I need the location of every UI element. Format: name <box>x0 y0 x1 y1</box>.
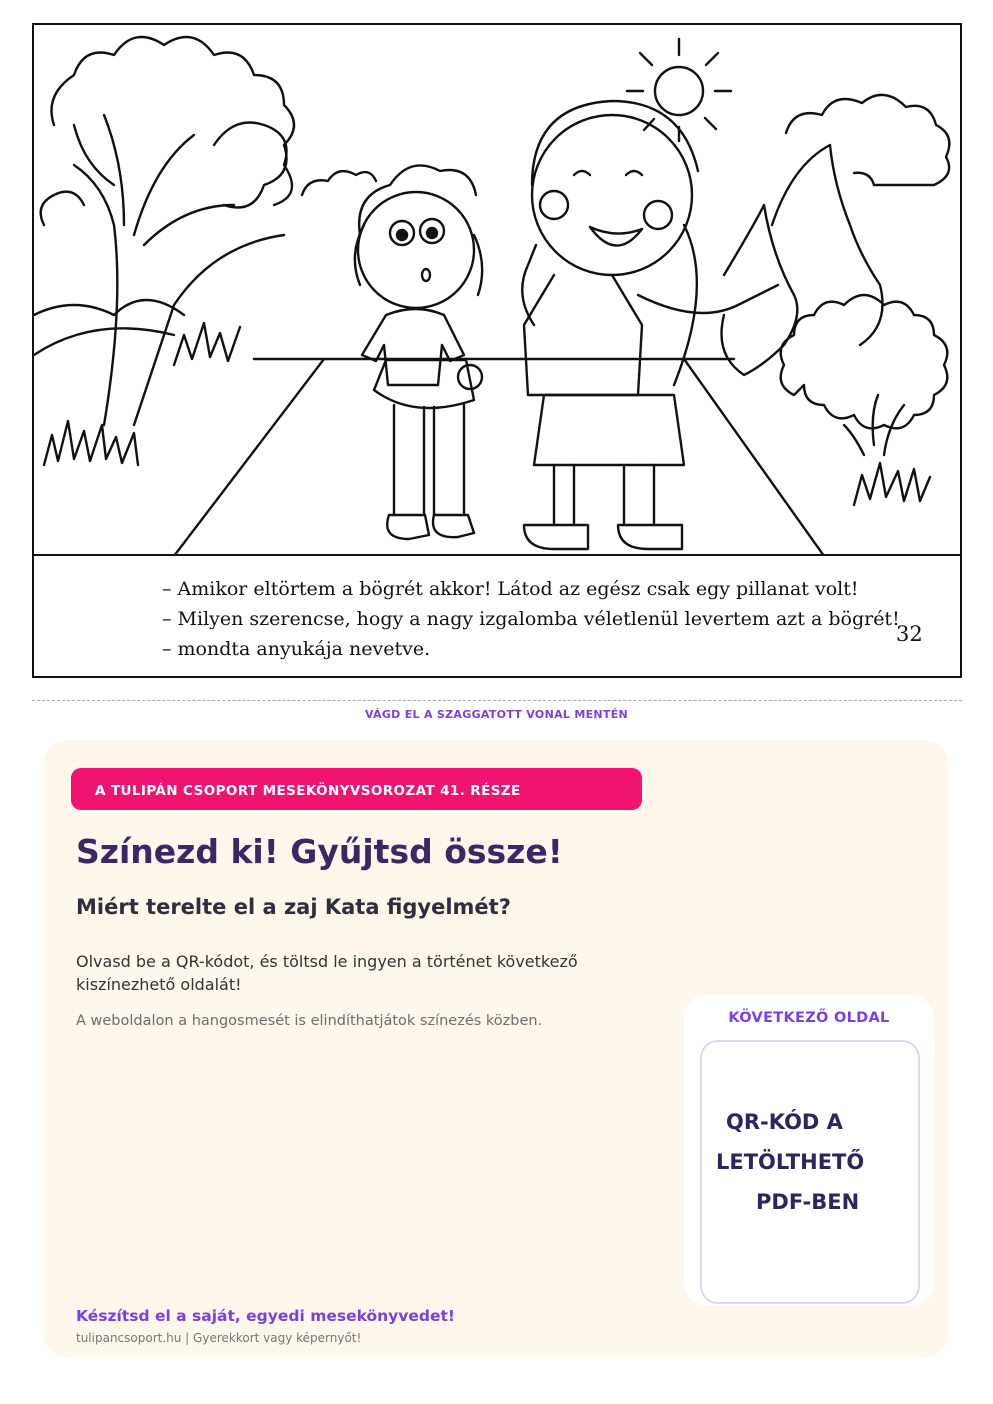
qr-placeholder-line: LETÖLTHETŐ <box>716 1150 865 1174</box>
promo-body-text: Olvasd be a QR-kódot, és töltsd le ingyen a történet következő kiszínezhető oldalát! <box>76 952 578 994</box>
page-number: 32 <box>896 622 923 646</box>
coloring-page <box>32 23 962 678</box>
promo-note: A weboldalon a hangosmesét is elindíthatjátok színezés közben. <box>76 1013 543 1029</box>
promo-question: Miért terelte el a zaj Kata figyelmét? <box>76 895 511 919</box>
promo-cta: Készítsd el a saját, egyedi mesekönyvedet! <box>76 1307 455 1325</box>
mountains-drawing <box>722 145 883 375</box>
path-drawing <box>34 328 824 556</box>
grass-drawing <box>44 323 930 505</box>
tree-drawing <box>34 37 294 425</box>
mother-drawing <box>522 101 778 549</box>
qr-code-placeholder[interactable] <box>700 1040 920 1304</box>
qr-placeholder-line: PDF-BEN <box>756 1190 860 1214</box>
cut-line-label: VÁGD EL A SZAGGATOTT VONAL MENTÉN <box>364 708 629 721</box>
qr-panel <box>684 995 934 1305</box>
coloring-illustration <box>34 25 960 556</box>
caption-line: – mondta anyukája nevetve. <box>162 638 431 660</box>
story-caption <box>162 574 900 664</box>
girl-drawing <box>355 165 482 539</box>
cut-line-dashed <box>32 700 962 701</box>
sun-drawing <box>627 39 731 141</box>
promo-card <box>43 740 949 1357</box>
promo-footer: tulipancsoport.hu | Gyerekkort vagy képernyőt! <box>76 1331 362 1345</box>
qr-placeholder-line: QR-KÓD A <box>726 1110 843 1134</box>
qr-placeholder-text <box>702 1102 920 1222</box>
caption-line: – Milyen szerencse, hogy a nagy izgalomba véletlenül levertem azt a bögrét! <box>162 608 900 630</box>
series-banner: A TULIPÁN CSOPORT MESEKÖNYVSOROZAT 41. RÉSZE <box>71 768 642 810</box>
qr-label: KÖVETKEZŐ OLDAL <box>728 1010 890 1026</box>
bush-drawing <box>781 295 948 455</box>
cloud-drawing <box>302 95 949 195</box>
promo-title: Színezd ki! Gyűjtsd össze! <box>76 832 563 871</box>
caption-line: – Amikor eltörtem a bögrét akkor! Látod az egész csak egy pillanat volt! <box>162 578 859 600</box>
